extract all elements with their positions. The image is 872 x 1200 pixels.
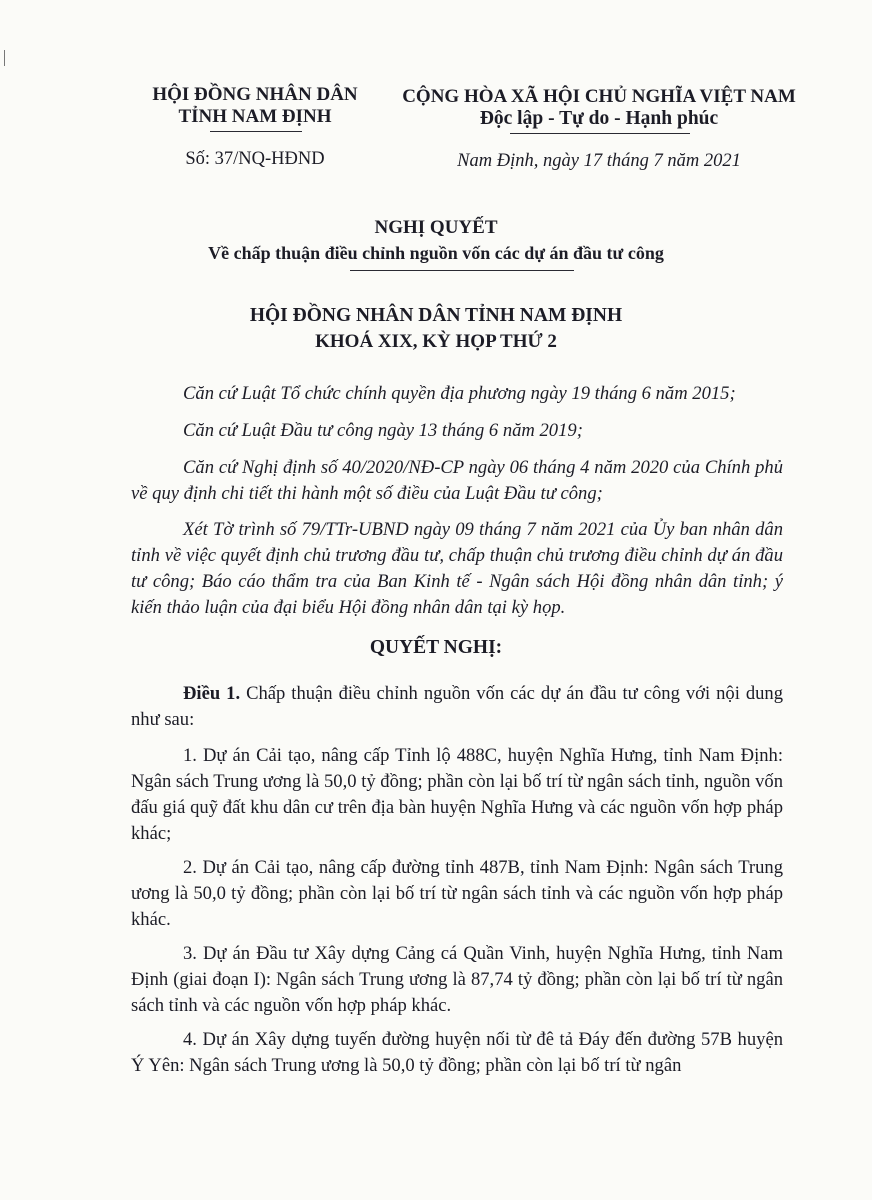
place-date: Nam Định, ngày 17 tháng 7 năm 2021 [457, 151, 741, 171]
project-item-4: 4. Dự án Xây dựng tuyến đường huyện nối từ đê tả Đáy đến đường 57B huyện Ý Yên: Ngân sách Trung ương là 50,0 tỷ đồng; phần còn lại bố trí từ ngân [131, 1029, 783, 1076]
project-item-2: 2. Dự án Cải tạo, nâng cấp đường tỉnh 487B, tỉnh Nam Định: Ngân sách Trung ương là 50,0 tỷ đồng; phần còn lại bố trí từ ngân sách tỉnh và các nguồn vốn hợp pháp khác. [131, 857, 783, 930]
legal-basis-1: Căn cứ Luật Tổ chức chính quyền địa phương ngày 19 tháng 6 năm 2015; [183, 383, 736, 404]
resolve-heading: QUYẾT NGHỊ: [369, 637, 503, 658]
scan-margin-mark [4, 50, 5, 66]
document-type: NGHỊ QUYẾT [374, 217, 498, 238]
legal-basis-3: Căn cứ Nghị định số 40/2020/NĐ-CP ngày 06 tháng 4 năm 2020 của Chính phủ về quy định chi tiết thi hành một số điều của Luật Đầu tư công; [131, 457, 783, 504]
agency-underline [210, 131, 302, 132]
national-motto: Độc lập - Tự do - Hạnh phúc [479, 108, 719, 129]
motto-underline [510, 133, 690, 134]
document-subject: Về chấp thuận điều chỉnh nguồn vốn các dự án đầu tư công [208, 243, 664, 263]
document-number: Số: 37/NQ-HĐND [185, 149, 325, 169]
national-title: CỘNG HÒA XÃ HỘI CHỦ NGHĨA VIỆT NAM [402, 86, 796, 107]
subject-underline [350, 270, 574, 271]
article-1-text: Chấp thuận điều chỉnh nguồn vốn các dự án đầu tư công với nội dung như sau: [131, 683, 784, 730]
article-1 [131, 681, 783, 733]
legal-basis-2: Căn cứ Luật Đầu tư công ngày 13 tháng 6 năm 2019; [183, 420, 583, 441]
article-1-label: Điều 1. [183, 683, 241, 704]
project-item-1: 1. Dự án Cải tạo, nâng cấp Tỉnh lộ 488C, huyện Nghĩa Hưng, tỉnh Nam Định: Ngân sách Trung ương là 50,0 tỷ đồng; phần còn lại bố trí từ ngân sách tỉnh, nguồn vốn đấu giá quỹ đất khu dân cư trên địa bàn huyện Nghĩa Hưng và các nguồn vốn hợp pháp khác; [131, 745, 783, 844]
legal-basis-4: Xét Tờ trình số 79/TTr-UBND ngày 09 tháng 7 năm 2021 của Ủy ban nhân dân tỉnh về việc quyết định chủ trương đầu tư, chấp thuận chủ trương điều chỉnh dự án đầu tư công; Báo cáo thẩm tra của Ban Kinh tế - Ngân sách Hội đồng nhân dân tỉnh; ý kiến thảo luận của đại biểu Hội đồng nhân dân tại kỳ họp. [131, 519, 783, 618]
issuer-session: KHOÁ XIX, KỲ HỌP THỨ 2 [315, 331, 557, 352]
issuer-name: HỘI ĐỒNG NHÂN DÂN TỈNH NAM ĐỊNH [249, 305, 623, 326]
project-item-3: 3. Dự án Đầu tư Xây dựng Cảng cá Quần Vinh, huyện Nghĩa Hưng, tỉnh Nam Định (giai đoạn I): Ngân sách Trung ương là 87,74 tỷ đồng; phần còn lại bố trí từ ngân sách tỉnh và các nguồn vốn hợp pháp khác. [131, 943, 783, 1016]
agency-province: TỈNH NAM ĐỊNH [178, 106, 332, 127]
agency-name: HỘI ĐỒNG NHÂN DÂN [152, 84, 358, 105]
